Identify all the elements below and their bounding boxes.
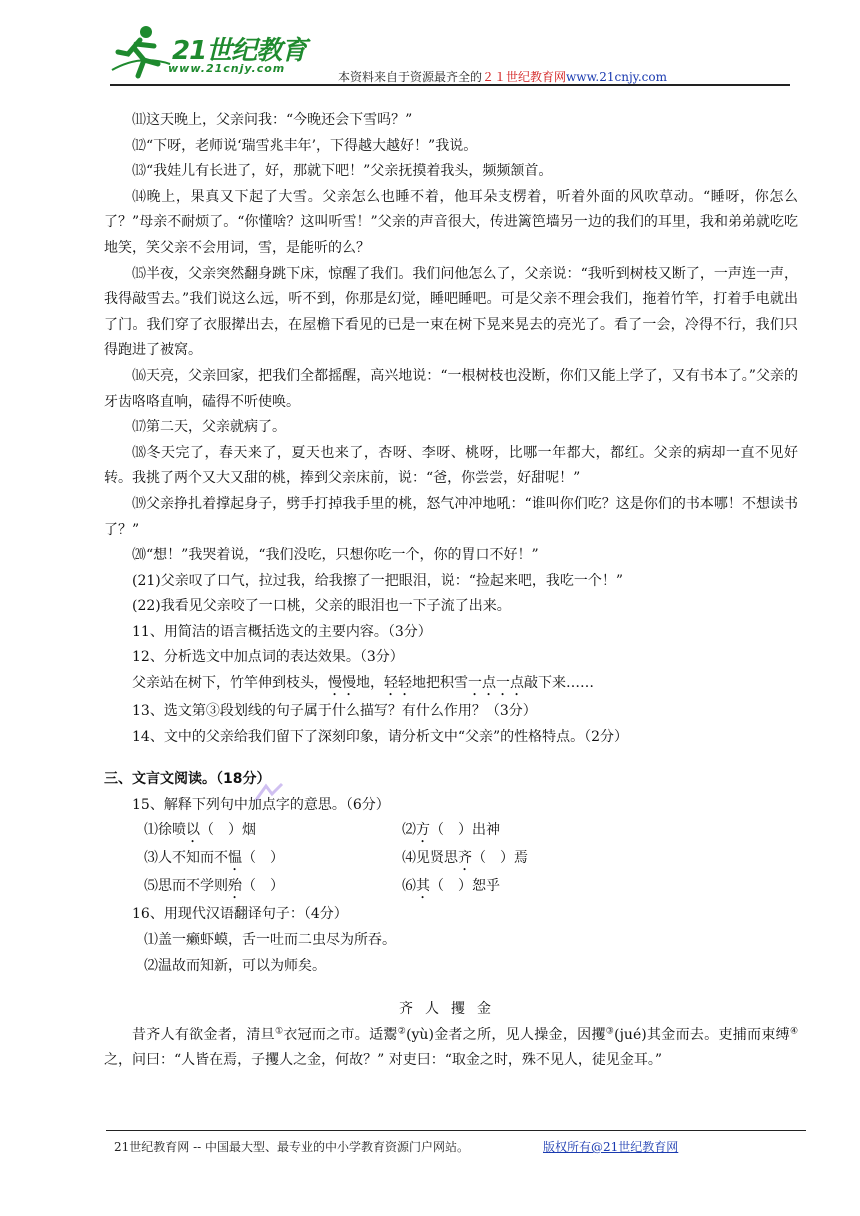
answer-blank: （ ）焉	[472, 850, 528, 867]
dotted-char: 齐	[458, 850, 472, 867]
footer-copyright-link[interactable]: 版权所有@21世纪教育网	[543, 1140, 679, 1154]
q15-row-2	[104, 846, 798, 874]
footnote-mark: ③	[605, 1026, 615, 1037]
paragraph-14: ⒁晚上，果真又下起了大雪。父亲怎么也睡不着，他耳朵支楞着，听着外面的风吹草动。“睡呀，你怎么了？”母亲不耐烦了。“你懂啥？这叫听雪！”父亲的声音很大，传进篱笆墙另一边的我们的耳里，我和弟弟就吃吃地笑，笑父亲不会用词，雪，是能听的么？	[104, 188, 798, 256]
q15-row-3	[104, 874, 798, 902]
question-16: 16、用现代汉语翻译句子：（4分）	[132, 906, 348, 923]
quote-part: 敲下来……	[524, 675, 594, 692]
story-paragraph	[104, 1023, 798, 1074]
answer-blank: （ ）	[242, 878, 284, 895]
answer-blank: （ ）恕乎	[430, 878, 500, 895]
paragraph-18: ⒅冬天完了，春天来了，夏天也来了，杏呀、李呀、桃呀，比哪一年都大，都红。父亲的病却一直不见好转。我挑了两个又大又甜的桃，捧到父亲床前，说：“爸，你尝尝，好甜呢！”	[104, 444, 798, 487]
document-body	[104, 108, 798, 1074]
watermark-stamp-icon	[252, 782, 286, 804]
source-site-name[interactable]: ２１世纪教育网	[482, 70, 567, 84]
q15-item-3	[144, 846, 402, 874]
story-text: 昔齐人有欲金者，清旦	[132, 1026, 275, 1043]
section-3-heading: 三、文言文阅读。（18分）	[104, 771, 271, 788]
story-text: (jué)其金而去。吏捕而束缚	[614, 1026, 790, 1043]
question-11: 11、用简洁的语言概括选文的主要内容。（3分）	[132, 623, 432, 640]
dotted-word: 一点一点	[468, 675, 524, 692]
footnote-mark: ①	[274, 1026, 284, 1037]
q15-item-2	[402, 818, 660, 846]
item-text: ⑴徐喷	[144, 822, 186, 839]
question-16-sentence-2: ⑵温故而知新，可以为师矣。	[144, 957, 326, 974]
header-source-line	[338, 68, 667, 85]
item-text: ⑹	[402, 878, 416, 895]
footnote-mark: ④	[789, 1026, 799, 1037]
dotted-char: 其	[416, 878, 430, 895]
source-prefix: 本资料来自于资源最齐全的	[338, 70, 483, 84]
item-text: ⑸思而不学则	[144, 878, 228, 895]
q15-item-5	[144, 874, 402, 902]
logo-wordmark: 21世纪教育	[172, 36, 307, 66]
item-text: ⑶人不知而不	[144, 850, 228, 867]
paragraph-12: ⑿“下呀，老师说‘瑞雪兆丰年’，下得越大越好！”我说。	[132, 137, 478, 154]
paragraph-11: ⑾这天晚上，父亲问我：“今晚还会下雪吗？”	[132, 112, 413, 128]
footer-divider	[106, 1130, 806, 1131]
paragraph-15: ⒂半夜，父亲突然翻身跳下床，惊醒了我们。我们问他怎么了，父亲说：“我听到树枝又断了，一声连一声，我得敲雪去。”我们说这么远，听不到，你那是幻觉，睡吧睡吧。可是父亲不理会我们，拖着竹竿，打着手电就出了门。我们穿了衣服撵出去，在屋檐下看见的已是一束在树下晃来晃去的亮光了。看了一会，冷得不行，我们只得跑进了被窝。	[104, 265, 798, 359]
dotted-char: 殆	[228, 878, 242, 895]
question-14: 14、文中的父亲给我们留下了深刻印象，请分析文中“父亲”的性格特点。（2分）	[132, 728, 629, 745]
story-text: (yù)金者之所，见人操金，因攫	[406, 1026, 606, 1043]
item-text: ⑵	[402, 822, 416, 839]
dotted-char: 方	[416, 822, 430, 839]
dotted-char: 以	[186, 822, 200, 839]
story-text: 之，问曰：“人皆在焉，子攫人之金，何故？” 对吏曰：“取金之时，殊不见人，徒见金耳。”	[104, 1052, 663, 1069]
paragraph-19: ⒆父亲挣扎着撑起身子，劈手打掉我手里的桃，怒气冲冲地吼：“谁叫你们吃？这是你们的书本哪！不想读书了？”	[104, 495, 798, 538]
question-15: 15、解释下列句中加点字的意思。（6分）	[132, 796, 390, 813]
item-text: ⑷见贤思	[402, 850, 458, 867]
quote-part: 父亲站在树下，竹竿伸到枝头，	[132, 675, 328, 692]
q15-item-4	[402, 846, 660, 874]
question-12: 12、分析选文中加点词的表达效果。（3分）	[132, 649, 404, 666]
question-16-sentence-1: ⑴盖一癞虾蟆，舌一吐而二虫尽为所吞。	[144, 932, 396, 949]
answer-blank: （ ）烟	[200, 822, 256, 839]
story-text: 衣冠而之市。适鬻	[283, 1026, 398, 1043]
runner-logo-icon	[110, 24, 174, 80]
dotted-word: 慢慢	[328, 675, 356, 692]
question-12-quote	[104, 671, 798, 699]
header-divider	[110, 84, 790, 86]
footnote-mark: ②	[397, 1026, 407, 1037]
dotted-char: 愠	[228, 850, 242, 867]
source-url-link[interactable]: www.21cnjy.com	[566, 70, 667, 84]
page-header	[110, 22, 790, 86]
q15-item-6	[402, 874, 660, 902]
paragraph-13: ⒀“我娃儿有长进了，好，那就下吧！”父亲抚摸着我头，频频颔首。	[132, 163, 553, 180]
q15-row-1	[104, 818, 798, 846]
story-title: 齐人攫金	[399, 1001, 503, 1018]
site-logo[interactable]	[110, 22, 310, 84]
paragraph-22: (22)我看见父亲咬了一口桃，父亲的眼泪也一下子流了出来。	[132, 598, 511, 615]
answer-blank: （ ）	[242, 850, 284, 867]
question-13: 13、选文第③段划线的句子属于什么描写？有什么作用？（3分）	[132, 703, 537, 720]
quote-part: 地，	[356, 675, 384, 692]
paragraph-21: (21)父亲叹了口气，拉过我，给我擦了一把眼泪，说：“捡起来吧，我吃一个！”	[132, 572, 624, 589]
q15-item-1	[144, 818, 402, 846]
answer-blank: （ ）出神	[430, 822, 500, 839]
quote-part: 地把积雪	[412, 675, 468, 692]
footer-tagline: 21世纪教育网 -- 中国最大型、最专业的中小学教育资源门户网站。	[114, 1140, 470, 1154]
logo-url: www.21cnjy.com	[168, 62, 286, 75]
paragraph-16: ⒃天亮，父亲回家，把我们全都摇醒，高兴地说：“一根树枝也没断，你们又能上学了，又有书本了。”父亲的牙齿咯咯直响，磕得不听使唤。	[104, 367, 798, 410]
paragraph-20: ⒇“想！”我哭着说，“我们没吃，只想你吃一个，你的胃口不好！”	[132, 547, 539, 564]
dotted-word: 轻轻	[384, 675, 412, 692]
paragraph-17: ⒄第二天，父亲就病了。	[132, 419, 286, 436]
